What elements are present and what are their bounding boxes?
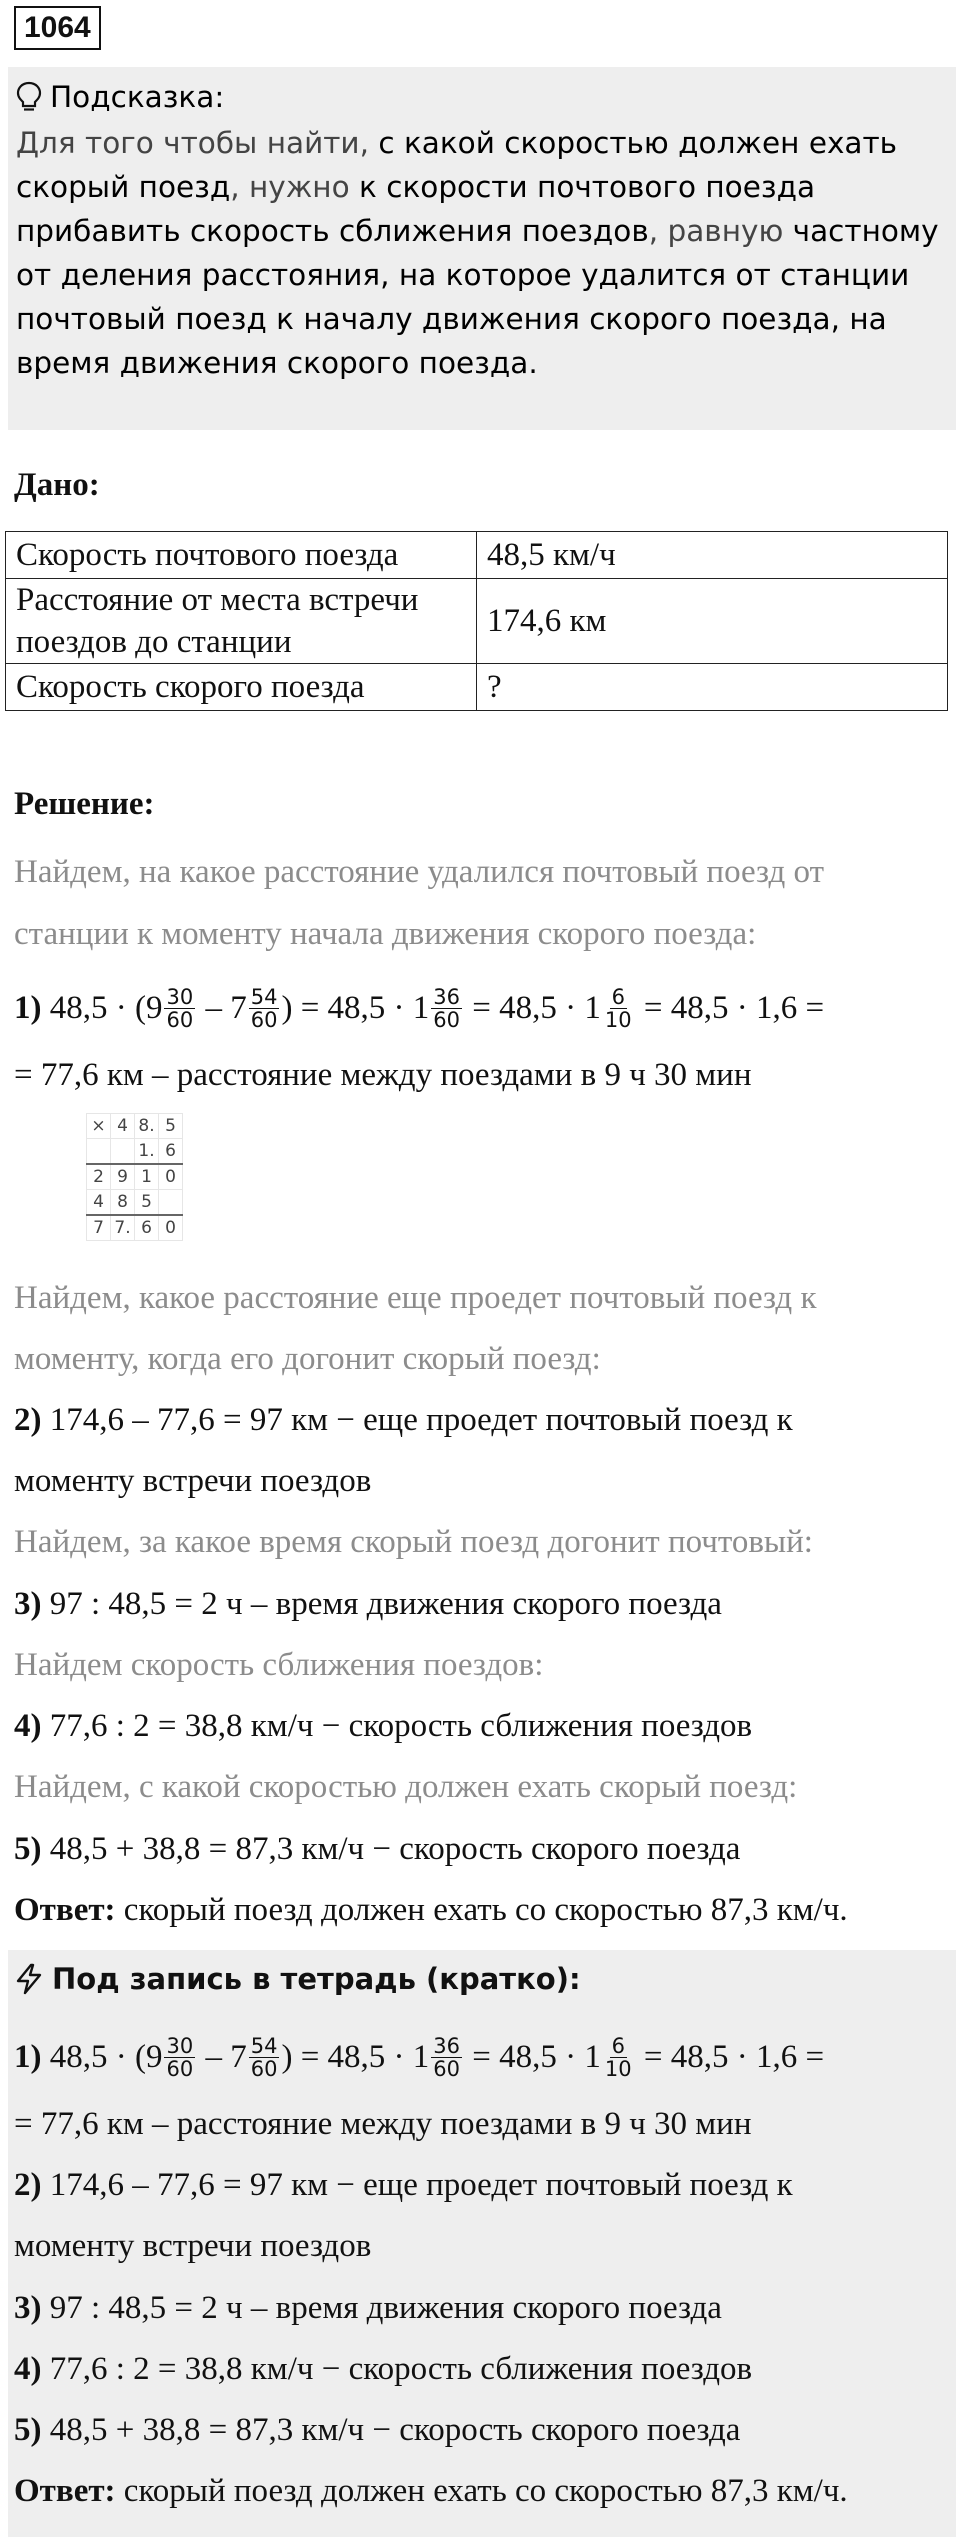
fraction: [164, 2035, 195, 2080]
given-value: 174,6 км: [477, 579, 948, 664]
short-answer: [14, 2467, 848, 2515]
short-step-2: [14, 2161, 793, 2209]
answer-text: скорый поезд должен ехать со скоростью 87,3 км/ч.: [115, 2473, 848, 2509]
calc-cell: 0: [159, 1164, 183, 1190]
numerator: 6: [611, 984, 625, 1009]
table-row: [6, 664, 948, 711]
step-text: 97 : 48,5 = 2 ч – время движения скорого поезда: [41, 1586, 722, 1622]
calc-cell: 6: [135, 1215, 159, 1241]
step-number: 4): [14, 2351, 42, 2387]
hint-text: [16, 121, 948, 385]
denominator: 60: [250, 1007, 278, 1032]
step-text: ) = 48,5 · 1: [281, 2039, 430, 2075]
denominator: 10: [604, 1007, 632, 1032]
hint-part: к скорости почтового поезда прибавить скорость сближения поездов: [16, 170, 816, 248]
hint-box: [8, 67, 956, 430]
intro-text: моменту, когда его догонит скорый поезд:: [14, 1341, 601, 1377]
denominator: 60: [433, 2056, 461, 2081]
calc-row: [87, 1139, 183, 1165]
fraction: [249, 986, 280, 1031]
hint-title: Подсказка:: [50, 80, 225, 114]
short-step-3: [14, 2284, 722, 2332]
short-title: Под запись в тетрадь (кратко):: [52, 1962, 581, 1996]
step-number: 5): [14, 1831, 42, 1867]
short-step-1-result: = 77,6 км – расстояние между поездами в 9 ч 30 мин: [14, 2106, 752, 2142]
step-number: 1): [14, 990, 42, 1026]
calc-cell: 4: [111, 1114, 135, 1139]
given-label: Расстояние от места встречи поездов до станции: [6, 579, 477, 664]
task-number: 1064: [14, 6, 101, 50]
table-row: [6, 532, 948, 579]
answer-label: Ответ:: [14, 2473, 116, 2509]
given-label: Скорость скорого поезда: [6, 664, 477, 711]
short-title-row: [14, 1952, 581, 2006]
calc-cell: 8: [111, 1190, 135, 1216]
intro-text: станции к моменту начала движения скорого поезда:: [14, 916, 757, 952]
step-2: [14, 1396, 793, 1444]
step-text: 48,5 · (9: [41, 990, 163, 1026]
calc-cell: 4: [87, 1190, 111, 1216]
numerator: 36: [433, 2033, 461, 2058]
short-step-1: [14, 2033, 824, 2082]
hint-part: , нужно: [230, 170, 360, 204]
hint-part: частному от деления расстояния, на которое удалится от станции почтовый поезд к началу движения скорого поезда, на время движения скорого поезда.: [16, 214, 939, 380]
hint-title-row: [16, 73, 948, 121]
solution-title: Решение:: [14, 786, 155, 822]
step-4: [14, 1702, 752, 1750]
intro-text: Найдем, какое расстояние еще проедет почтовый поезд к: [14, 1280, 817, 1316]
step-1-result: = 77,6 км – расстояние между поездами в 9 ч 30 мин: [14, 1057, 752, 1093]
step-text: 48,5 + 38,8 = 87,3 км/ч − скорость скорого поезда: [41, 1831, 741, 1867]
hint-part: с какой скоростью должен ехать скорый поезд: [16, 126, 898, 204]
calc-cell: 5: [159, 1114, 183, 1139]
step-1: [14, 984, 824, 1033]
calc-cell: 5: [135, 1190, 159, 1216]
numerator: 30: [166, 2033, 194, 2058]
answer-label: Ответ:: [14, 1892, 116, 1928]
calc-row: [87, 1114, 183, 1139]
step-2-cont: моменту встречи поездов: [14, 1463, 372, 1499]
calc-cell: 7.: [111, 1215, 135, 1241]
denominator: 10: [604, 2056, 632, 2081]
calc-cell: [159, 1190, 183, 1216]
hint-part: Для того чтобы найти,: [16, 126, 379, 160]
denominator: 60: [166, 2056, 194, 2081]
step-text: 174,6 – 77,6 = 97 км − еще проедет почтовый поезд к: [41, 2167, 793, 2203]
calc-row: [87, 1190, 183, 1216]
intro-text: Найдем, за какое время скорый поезд догонит почтовый:: [14, 1524, 813, 1560]
short-step-4: [14, 2345, 752, 2393]
numerator: 6: [611, 2033, 625, 2058]
numerator: 36: [433, 984, 461, 1009]
hint-part: , равную: [648, 214, 793, 248]
calc-cell: 6: [159, 1139, 183, 1165]
table-row: [6, 579, 948, 664]
step-text: – 7: [197, 2039, 247, 2075]
calc-cell: 1: [135, 1164, 159, 1190]
calc-cell: 8.: [135, 1114, 159, 1139]
given-value: 48,5 км/ч: [477, 532, 948, 579]
calc-row: [87, 1164, 183, 1190]
numerator: 54: [250, 984, 278, 1009]
step-number: 3): [14, 1586, 42, 1622]
short-step-5: [14, 2406, 740, 2454]
calc-cell: 7: [87, 1215, 111, 1241]
calc-row: [87, 1215, 183, 1241]
given-value: ?: [477, 664, 948, 711]
lightning-icon: [14, 1963, 44, 1995]
step-text: 77,6 : 2 = 38,8 км/ч − скорость сближения поездов: [41, 1708, 753, 1744]
step-text: = 48,5 · 1: [464, 990, 601, 1026]
step-text: ) = 48,5 · 1: [281, 990, 430, 1026]
step-number: 2): [14, 2167, 42, 2203]
calc-cell: [111, 1139, 135, 1165]
fraction: [603, 986, 634, 1031]
denominator: 60: [433, 1007, 461, 1032]
numerator: 54: [250, 2033, 278, 2058]
denominator: 60: [250, 2056, 278, 2081]
calc-cell: 1.: [135, 1139, 159, 1165]
step-text: – 7: [197, 990, 247, 1026]
denominator: 60: [166, 1007, 194, 1032]
fraction: [249, 2035, 280, 2080]
answer: [14, 1886, 848, 1934]
intro-text: Найдем, с какой скоростью должен ехать скорый поезд:: [14, 1769, 798, 1805]
calc-cell: [87, 1139, 111, 1165]
column-multiplication: [86, 1113, 183, 1241]
fraction: [431, 2035, 462, 2080]
step-text: 77,6 : 2 = 38,8 км/ч − скорость сближения поездов: [41, 2351, 753, 2387]
step-text: 48,5 + 38,8 = 87,3 км/ч − скорость скорого поезда: [41, 2412, 741, 2448]
step-3: [14, 1580, 722, 1628]
step-number: 5): [14, 2412, 42, 2448]
fraction: [431, 986, 462, 1031]
given-label: Скорость почтового поезда: [6, 532, 477, 579]
step-number: 3): [14, 2290, 42, 2326]
given-title: Дано:: [14, 467, 100, 503]
step-number: 2): [14, 1402, 42, 1438]
answer-text: скорый поезд должен ехать со скоростью 87,3 км/ч.: [115, 1892, 848, 1928]
calc-cell: 2: [87, 1164, 111, 1190]
numerator: 30: [166, 984, 194, 1009]
step-text: 174,6 – 77,6 = 97 км − еще проедет почтовый поезд к: [41, 1402, 793, 1438]
fraction: [164, 986, 195, 1031]
step-text: = 48,5 · 1: [464, 2039, 601, 2075]
short-step-2-cont: моменту встречи поездов: [14, 2228, 372, 2264]
step-text: 48,5 · (9: [41, 2039, 163, 2075]
calc-cell: 9: [111, 1164, 135, 1190]
calc-cell: ×: [87, 1114, 111, 1139]
intro-text: Найдем, на какое расстояние удалился почтовый поезд от: [14, 854, 824, 890]
intro-text: Найдем скорость сближения поездов:: [14, 1647, 544, 1683]
step-5: [14, 1825, 740, 1873]
step-text: = 48,5 · 1,6 =: [635, 990, 825, 1026]
step-text: 97 : 48,5 = 2 ч – время движения скорого поезда: [41, 2290, 722, 2326]
given-table: [5, 531, 948, 711]
fraction: [603, 2035, 634, 2080]
calc-cell: 0: [159, 1215, 183, 1241]
step-text: = 48,5 · 1,6 =: [635, 2039, 825, 2075]
step-number: 4): [14, 1708, 42, 1744]
step-number: 1): [14, 2039, 42, 2075]
lightbulb-icon: [16, 81, 42, 113]
